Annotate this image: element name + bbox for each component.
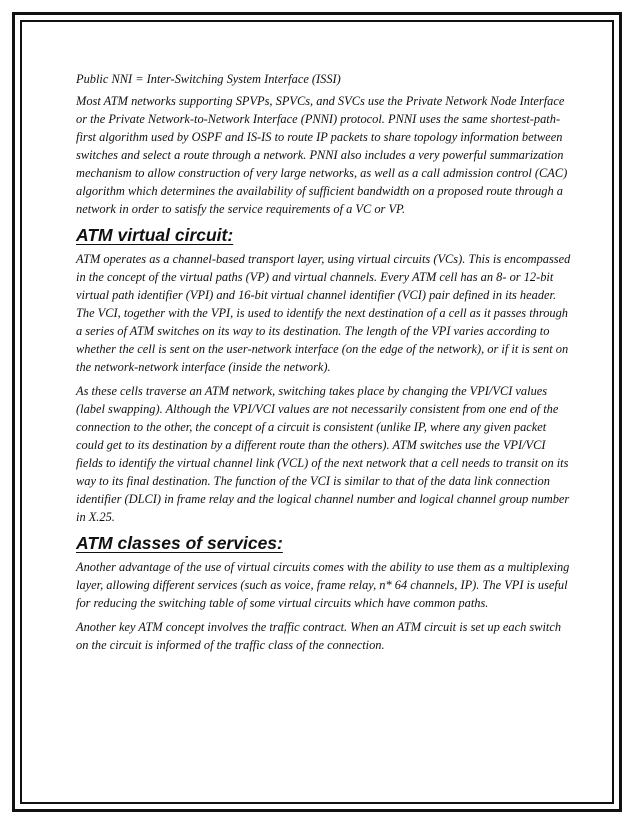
section-heading-classes-of-services: ATM classes of services:: [76, 533, 283, 553]
section-heading-virtual-circuit: ATM virtual circuit:: [76, 225, 234, 245]
document-body: [76, 70, 574, 660]
classes-paragraph-2: Another key ATM concept involves the traffic contract. When an ATM circuit is set up each switch on the circuit is informed of the traffic class of the connection.: [76, 620, 562, 652]
intro-line: Public NNI = Inter-Switching System Interface (ISSI): [76, 72, 341, 86]
pnni-paragraph: Most ATM networks supporting SPVPs, SPVCs, and SVCs use the Private Network Node Interface or the Private Network-to-Network Interface (PNNI) protocol. PNNI uses the same shortest-path-first algorithm used by OSPF and IS-IS to route IP packets to share topology information between switches and select a route through a network. PNNI also includes a very powerful summarization mechanism to allow construction of very large networks, as well as a call admission control (CAC) algorithm which determines the availability of sufficient bandwidth on a proposed route through a network in order to satisfy the service requirements of a VC or VP.: [76, 94, 568, 216]
classes-paragraph-1: Another advantage of the use of virtual circuits comes with the ability to use them as a multiplexing layer, allowing different services (such as voice, frame relay, n* 64 channels, IP). The VPI is useful for reducing the switching table of some virtual circuits which have common paths.: [76, 560, 570, 610]
virtual-circuit-paragraph-1: ATM operates as a channel-based transport layer, using virtual circuits (VCs). This is encompassed in the concept of the virtual paths (VP) and virtual channels. Every ATM cell has an 8- or 12-bit virtual path identifier (VPI) and 16-bit virtual channel identifier (VCI) pair defined in its header. The VCI, together with the VPI, is used to identify the next destination of a cell as it passes through a series of ATM switches on its way to its destination. The length of the VPI varies according to whether the cell is sent on the user-network interface (on the edge of the network), or if it is sent on the network-network interface (inside the network).: [76, 252, 571, 374]
virtual-circuit-paragraph-2: As these cells traverse an ATM network, switching takes place by changing the VPI/VCI values (label swapping). Although the VPI/VCI values are not necessarily consistent from one end of the connection to the other, the concept of a circuit is consistent (unlike IP, where any given packet could get to its destination by a different route than the others). ATM switches use the VPI/VCI fields to identify the virtual channel link (VCL) of the next network that a cell needs to transit on its way to its final destination. The function of the VCI is similar to that of the data link connection identifier (DLCI) in frame relay and the logical channel number and logical channel group number in X.25.: [76, 384, 570, 524]
